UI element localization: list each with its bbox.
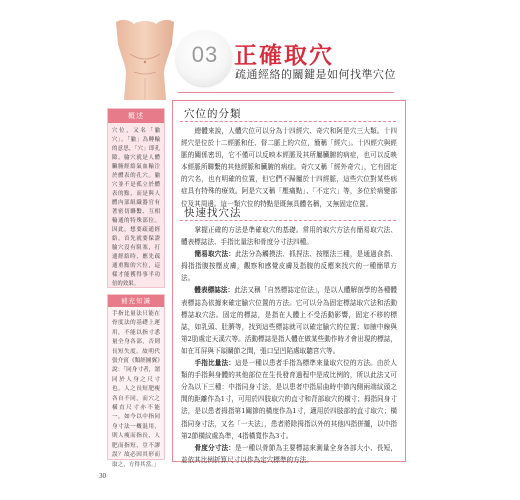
method-term: 骨度分寸法：	[194, 443, 236, 452]
method-term: 手指比量法：	[194, 359, 236, 368]
anatomy-figure-image	[108, 14, 182, 100]
section-heading-classification: 穴位的分類	[184, 108, 242, 120]
page-number: 30	[99, 472, 106, 480]
section-body-quick-locate	[181, 224, 397, 466]
section-divider	[180, 220, 396, 221]
supplementary-knowledge-box	[107, 294, 165, 468]
paragraph: 體表標誌法：此法又稱「自然標誌定位法」，是以人體解剖學的各種體表標誌為依據來確定腧穴位置的方法。它可以分為固定標誌取穴法和活動標誌取穴法。固定的標誌，是指在人體上不受活動影響，固定不移的標誌，如乳頭、肚臍等，找到這些標誌就可以確定腧穴的位置；如腋中線與第2肋處定天溪穴等。活動標誌是指人體在做某些動作時才會出現的標誌，如在耳屏與下頜關節之間，張口呈凹陷處取聽宮穴等。	[181, 286, 398, 355]
paragraph: 骨度分寸法：是一種以骨節為主要標誌來測量全身各部大小、長短，並依其比例折算尺寸以作為定穴標準的方法。	[181, 443, 398, 464]
supplementary-text: 手指比量法只能在骨度法的基礎上運用，不能以指寸悉量全身各部，否則長短失度。故明代張介賓《類經圖翼》說：「同身寸者，謂同於人身之尺寸也。人之長短肥瘦各自不同，而穴之橫直尺寸亦不能一，如今以中指同身寸法一概混用，則人瘦而指長，人肥而指短，豈不謬誤？故必因其形而取之，方得其當。」	[112, 311, 160, 468]
paragraph: 掌握正確的方法是準確取穴的基礎。常用的取穴方法有簡易取穴法、體表標誌法、手指比量法和骨度分寸法四種。	[181, 226, 398, 247]
overview-sidebar	[107, 108, 165, 288]
paragraph: 總體來說，人體穴位可以分為十四經穴、奇穴和阿是穴三大類。十四經穴是位於十二經脈和任、督二脈上的穴位，簡稱「經穴」。十四經穴與經脈的關係密切，它不僅可以反映本經脈及其所屬臟腑的病症，也可以反映本經脈所聯繫的其他經脈和臟腑的病症。奇穴又稱「經外奇穴」，它有固定的穴名，也有明確的位置，但它們不歸屬於十四經脈，這些穴位對某些病症具有特殊的療效。阿是穴又稱「壓痛點」、「不定穴」等，多位於病變部位及其周邊。這一類穴位的特點是既無具體名稱，又無固定位置。	[181, 127, 398, 208]
section-divider	[180, 121, 396, 122]
paragraph: 簡易取穴法：此法分為觸摸法、抓捏法、按壓法三種，是通過食指、拇指指腹按壓皮膚，觀察和感覺皮膚及指腹的反應來找穴的一種簡單方法。	[181, 250, 398, 283]
page-title: 正確取穴	[234, 43, 334, 69]
page-subtitle: 疏通經絡的關鍵是如何找準穴位	[235, 68, 396, 81]
chapter-number: 03	[191, 42, 219, 67]
section-body-classification	[181, 125, 397, 210]
section-heading-quick-locate: 快速找穴法	[184, 207, 242, 219]
method-term: 簡易取穴法：	[194, 250, 236, 259]
method-term: 體表標誌法：	[194, 286, 235, 295]
overview-heading: 概述	[108, 109, 164, 123]
header-divider	[178, 92, 394, 93]
supplementary-heading: 補充知識	[108, 295, 164, 307]
paragraph: 手指比量法：這是一種以患者手指為標準來量取穴位的方法。由於人類的手指與身體的其他部位在生長發育過程中是成比例的，所以此法又可分為以下三種：中指同身寸法，是以患者中指屈曲時中節內側兩端紋頭之間的距離作為1寸，可用於四肢取穴的直寸和背部取穴的橫寸；拇指同身寸法，是以患者拇指第1關節的橫度作為1寸，適用於四肢部的直寸取穴；橫指同身寸法，又名「一夫法」，患者將除拇指以外的其他四指併攏，以中指第2節橫紋處為準，4指橫寬作為3寸。	[181, 359, 398, 440]
overview-text: 穴位，又名「腧穴」。「腧」為轉輸的意思，「穴」即孔隙。腧穴就是人體臟腑經絡氣血輸注於體表的孔穴。腧穴並不是孤立於體表的點，而是與人體內部組織器官有著密切聯繫、互相輸通的特殊部位。因此，想要疏通經絡，首先就要保證腧穴沒有阻塞，打通經絡時，應先疏通重點的穴位，這樣才能獲得事半功倍的效果。	[112, 128, 160, 287]
